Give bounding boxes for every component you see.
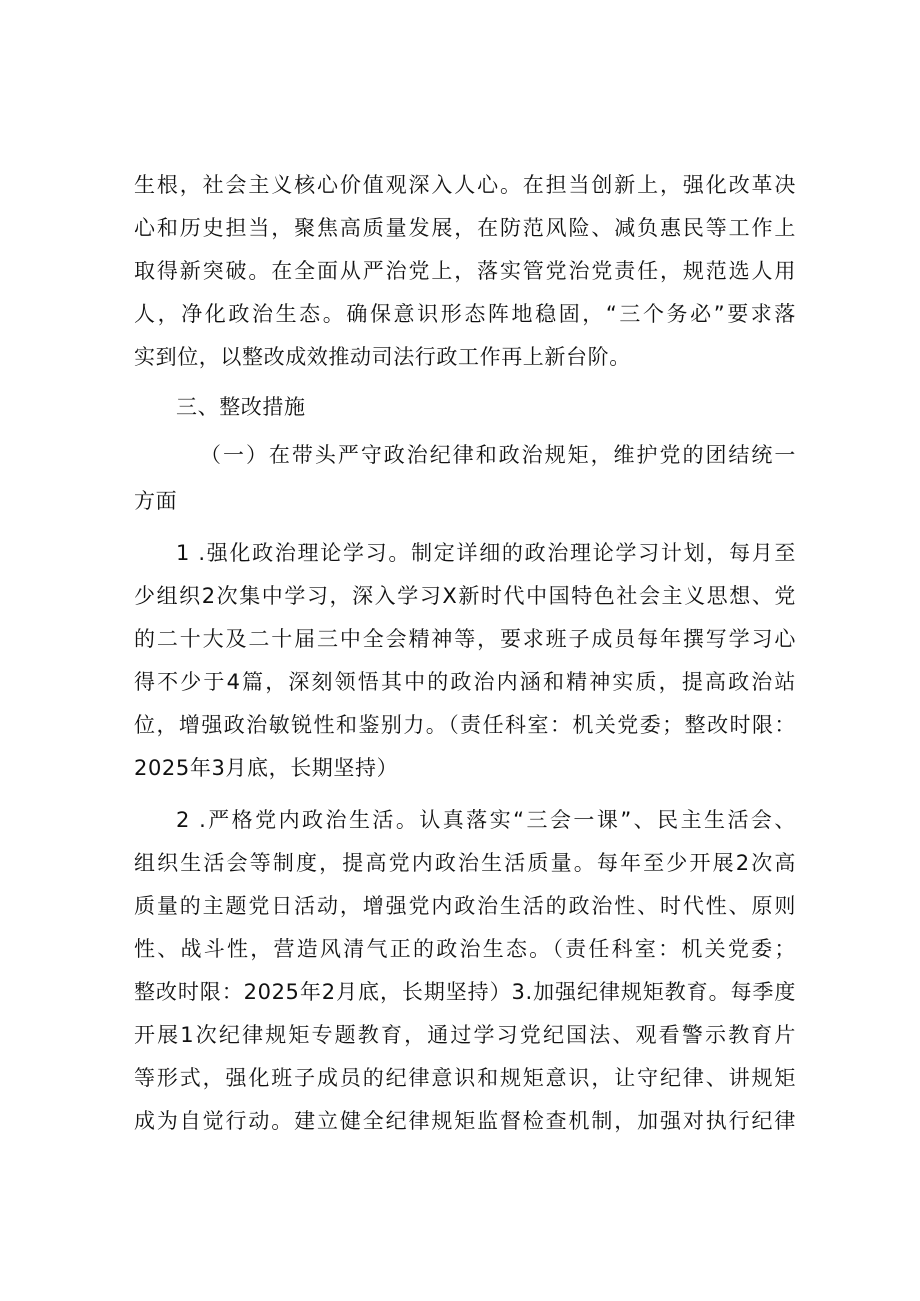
- item-line: 等形式，强化班子成员的纪律意识和规矩意识，让守纪律、讲规矩: [134, 1066, 796, 1090]
- item-line: 2 .严格党内政治生活。认真落实“三会一课”、民主生活会、: [176, 808, 796, 832]
- item-line: 1 .强化政治理论学习。制定详细的政治理论学习计划，每月至: [176, 541, 796, 565]
- paragraph-line: 生根，社会主义核心价值观深入人心。在担当创新上，强化改革决: [134, 173, 796, 197]
- paragraph-line: 人，净化政治生态。确保意识形态阵地稳固，“三个务必”要求落: [134, 302, 796, 326]
- item-line: 开展1次纪律规矩专题教育，通过学习党纪国法、观看警示教育片: [134, 1023, 796, 1047]
- item-line: 性、战斗性，营造风清气正的政治生态。（责任科室：机关党委；: [134, 937, 796, 961]
- item-line: 整改时限：2025年2月底，长期坚持）3.加强纪律规矩教育。每季度: [134, 980, 796, 1004]
- subsection-heading-cont: 方面: [134, 489, 178, 513]
- item-line: 得不少于4篇，深刻领悟其中的政治内涵和精神实质，提高政治站: [134, 670, 796, 694]
- item-line: 组织生活会等制度，提高党内政治生活质量。每年至少开展2次高: [134, 851, 796, 875]
- paragraph-line: 取得新突破。在全面从严治党上，落实管党治党责任，规范选人用: [134, 259, 796, 283]
- paragraph-line: 实到位，以整改成效推动司法行政工作再上新台阶。: [134, 345, 631, 369]
- item-line: 成为自觉行动。建立健全纪律规矩监督检查机制，加强对执行纪律: [134, 1109, 796, 1133]
- item-line: 少组织2次集中学习，深入学习X新时代中国特色社会主义思想、党: [134, 584, 796, 608]
- paragraph-line: 心和历史担当，聚焦高质量发展，在防范风险、减负惠民等工作上: [134, 216, 796, 240]
- subsection-heading: （一）在带头严守政治纪律和政治规矩，维护党的团结统一: [200, 443, 796, 467]
- item-line: 位，增强政治敏锐性和鉴别力。（责任科室：机关党委；整改时限：: [134, 713, 796, 737]
- section-heading: 三、整改措施: [176, 395, 306, 419]
- item-line: 的二十大及二十届三中全会精神等，要求班子成员每年撰写学习心: [134, 627, 796, 651]
- item-line: 质量的主题党日活动，增强党内政治生活的政治性、时代性、原则: [134, 894, 796, 918]
- item-line: 2025年3月底，长期坚持）: [134, 756, 399, 780]
